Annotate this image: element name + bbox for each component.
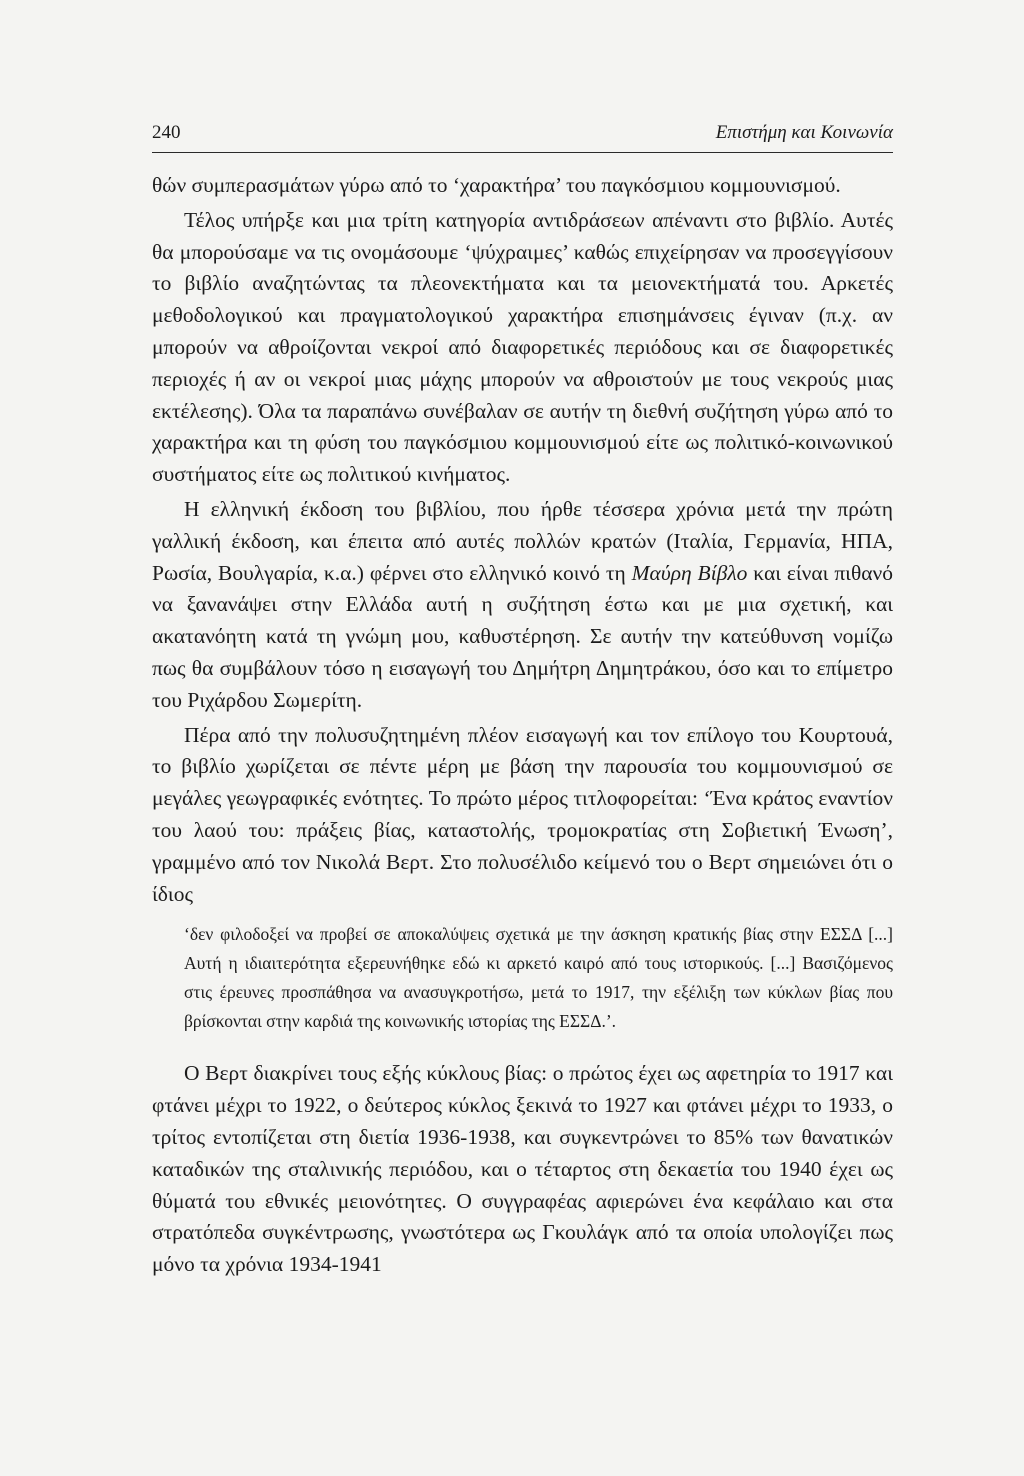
block-quote: ‘δεν φιλοδοξεί να προβεί σε αποκαλύψεις σχετικά με την άσκηση κρατικής βίας στην ΕΣΣΔ [...] Αυτή η ιδιαιτερότητα εξερευνήθηκε εδώ κι αρκετό καιρό από τους ιστορικούς. [...] Βασιζόμενος στις έρευνες προσπάθησα να ανασυγκροτήσω, μετά το 1917, την εξέλιξη των κύκλων βίας που βρίσκονται στην καρδιά της κοινωνικής ιστορίας της ΕΣΣΔ.’.: [184, 924, 893, 1032]
paragraph-continuation: θών συμπερασμάτων γύρω από το ‘χαρακτήρα’ του παγκόσμιου κομμουνισμού.: [152, 173, 841, 197]
paragraph-greek-edition: [152, 494, 893, 717]
greek-edition-text-end: και είναι πιθανό να ξανανάψει στην Ελλάδα αυτή η συζήτηση έστω και με μια σχετική, και ακατανόητη κατά τη γνώμη μου, καθυστέρηση. Σε αυτήν την κατεύθυνση νομίζω πως θα συμβάλουν τόσο η εισαγωγή του Δημήτρη Δημητράκου, όσο και το επίμετρο του Ριχάρδου Σωμερίτη.: [152, 560, 893, 712]
page-number: 240: [152, 122, 181, 143]
running-title: Επιστήμη και Κοινωνία: [715, 122, 893, 143]
greek-edition-text-start: Η ελληνική έκδοση του βιβλίου, που ήρθε τέσσερα χρόνια μετά την πρώτη γαλλική έκδοση, και έπειτα από αυτές πολλών κρατών (Ιταλία, Γερμανία, ΗΠΑ, Ρωσία, Βουλγαρία, κ.α.) φέρνει στο ελληνικό κοινό τη: [152, 496, 893, 585]
page-header: [152, 118, 893, 153]
paragraph-book-structure: Πέρα από την πολυσυζητημένη πλέον εισαγωγή και τον επίλογο του Κουρτουά, το βιβλίο χωρίζεται σε πέντε μέρη με βάση την παρουσία του κομμουνισμού σε μεγάλες γεωγραφικές ενότητες. Το πρώτο μέρος τιτλοφορείται: ‘Ένα κράτος εναντίον του λαού του: πράξεις βίας, καταστολής, τρομοκρατίας στη Σοβιετική Ένωση’, γραμμένο από τον Νικολά Βερτ. Στο πολυσέλιδο κείμενό του ο Βερτ σημειώνει ότι ο ίδιος: [152, 722, 893, 906]
paragraph-violence-cycles: Ο Βερτ διακρίνει τους εξής κύκλους βίας: ο πρώτος έχει ως αφετηρία το 1917 και φτάνει μέχρι το 1922, ο δεύτερος κύκλος ξεκινά το 1927 και φτάνει μέχρι το 1933, ο τρίτος εντοπίζεται στη διετία 1936-1938, και συγκεντρώνει το 85% των θανατικών καταδικών της σταλινικής περιόδου, και ο τέταρτος στη δεκαετία του 1940 έχει ως θύματά του εθνικές μειονότητες. Ο συγγραφέας αφιερώνει ένα κεφάλαιο και στα στρατόπεδα συγκέντρωσης, γνωστότερα ως Γκουλάγκ από τα οποία υπολογίζει πως μόνο τα χρόνια 1934-1941: [152, 1061, 893, 1277]
body-text: [152, 170, 893, 1281]
book-title-italic: Μαύρη Βίβλο: [631, 560, 748, 585]
paragraph-reactions: Τέλος υπήρξε και μια τρίτη κατηγορία αντιδράσεων απέναντι στο βιβλίο. Αυτές θα μπορούσαμε να τις ονομάσουμε ‘ψύχραιμες’ καθώς επιχείρησαν να προσεγγίσουν το βιβλίο αναζητώντας τα πλεονεκτήματα και τα μειονεκτήματά του. Αρκετές μεθοδολογικού και πραγματολογικού χαρακτήρα επισημάνσεις έγιναν (π.χ. αν μπορούν να αθροίζονται νεκροί από διαφορετικές περιόδους και σε διαφορετικές περιοχές ή αν οι νεκροί μιας μάχης μπορούν να αθροιστούν με τους νεκρούς μιας εκτέλεσης). Όλα τα παραπάνω συνέβαλαν σε αυτήν τη διεθνή συζήτηση γύρω από το χαρακτήρα και τη φύση του παγκόσμιου κομμουνισμού είτε ως πολιτικό-κοινωνικού συστήματος είτε ως πολιτικού κινήματος.: [152, 207, 893, 487]
